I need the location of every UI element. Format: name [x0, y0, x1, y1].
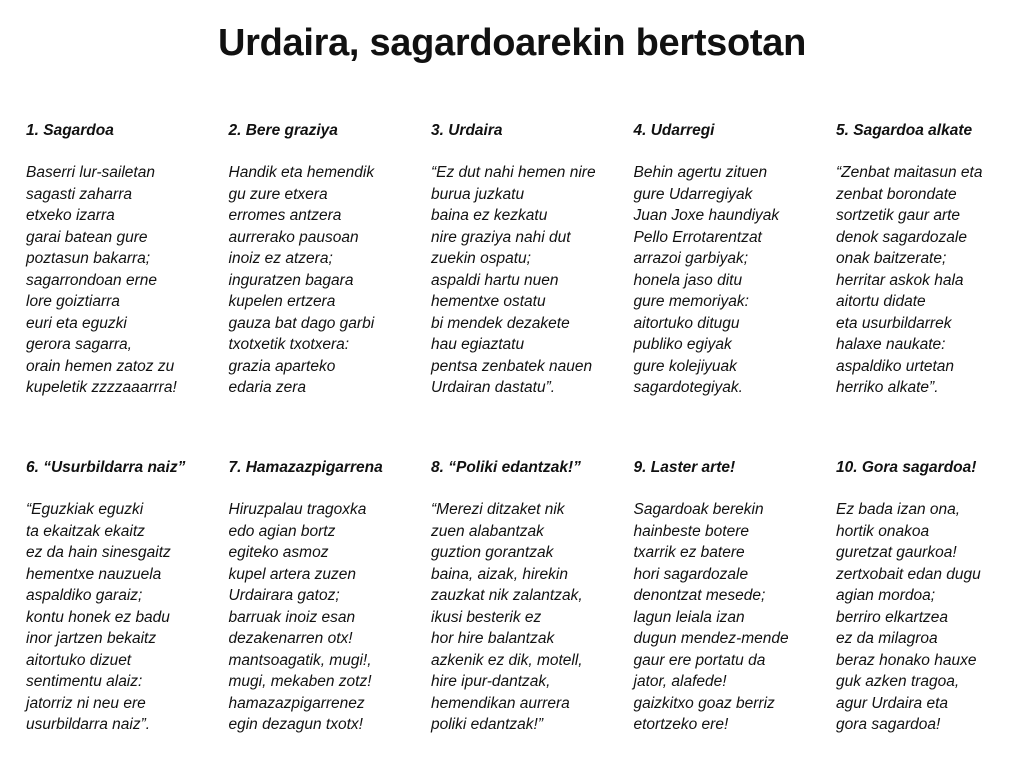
verse-title: 3. Urdaira — [431, 122, 503, 139]
verse-block — [634, 458, 837, 736]
verse-line: lore goiztiarra — [26, 293, 120, 310]
verse-line: hori sagardozale — [633, 565, 749, 583]
verse-line: poliki edantzak!” — [431, 716, 544, 733]
verse-lines — [229, 162, 432, 399]
verse-line: Baserri lur-sailetan — [26, 164, 155, 181]
verse-line: dezakenarren otx! — [228, 630, 353, 647]
verse-line: usurbildarra naiz”. — [26, 716, 151, 733]
verse-line: edaria zera — [228, 379, 307, 396]
verse-line: hainbeste botere — [633, 522, 749, 540]
verse-block — [836, 458, 1024, 736]
verse-line: kontu honek ez badu — [26, 608, 170, 626]
verse-line: gaizkitxo goaz berriz — [633, 694, 775, 712]
verse-line: bi mendek dezakete — [431, 314, 570, 332]
verse-line: barruak inoiz esan — [228, 608, 356, 626]
verse-line: ez da milagroa — [836, 630, 938, 647]
verse-line: txotxetik txotxera: — [228, 336, 350, 353]
verse-line: arrazoi garbiyak; — [633, 250, 749, 267]
verse-line: denontzat mesede; — [633, 587, 766, 604]
verse-line: edo agian bortz — [228, 522, 336, 540]
verse-line: onak baitzerate; — [836, 250, 947, 267]
verse-line: hor hire balantzak — [431, 630, 555, 647]
verse-line: hau egiaztatu — [431, 336, 525, 353]
verse-line: inguratzen bagara — [228, 271, 354, 289]
verse-line: Behin agertu zituen — [633, 164, 768, 181]
verse-line: aitortuko ditugu — [633, 314, 740, 332]
verse-line: kupel artera zuzen — [228, 565, 357, 583]
verse-title: 1. Sagardoa — [26, 122, 114, 139]
verse-line: sentimentu alaiz: — [26, 673, 143, 690]
verse-line: ikusi besterik ez — [431, 608, 542, 626]
verse-line: denok sagardozale — [836, 228, 967, 246]
verse-line: kupelen ertzera — [228, 293, 336, 310]
verse-line: lagun leiala izan — [633, 608, 745, 626]
verse-line: Handik eta hemendik — [228, 164, 375, 181]
verse-lines — [431, 162, 634, 399]
verse-line: “Zenbat maitasun eta — [836, 164, 983, 181]
verse-lines — [431, 499, 634, 736]
verse-line: gauza bat dago garbi — [228, 314, 375, 332]
verse-line: hamazazpigarrenez — [228, 694, 365, 712]
verse-block — [229, 458, 432, 736]
verse-line: baina ez kezkatu — [431, 207, 548, 224]
verse-line: Juan Joxe haundiyak — [633, 207, 780, 224]
verse-line: “Eguzkiak eguzki — [26, 501, 144, 518]
verse-title: 8. “Poliki edantzak!” — [431, 459, 581, 476]
verse-line: hementxe nauzuela — [26, 565, 162, 583]
verse-line: kupeletik zzzzaaarrra! — [26, 379, 177, 396]
verse-block — [26, 121, 229, 399]
verse-line: Pello Errotarentzat — [633, 228, 762, 246]
verse-line: agian mordoa; — [836, 587, 936, 604]
verse-line: guretzat gaurkoa! — [836, 544, 957, 561]
verse-line: sagasti zaharra — [26, 185, 132, 203]
verse-line: Hiruzpalau tragoxka — [228, 501, 367, 518]
verse-row-1 — [26, 121, 1016, 399]
verse-line: etxeko izarra — [26, 207, 115, 224]
verse-line: publiko egiyak — [633, 336, 732, 353]
verse-block — [229, 121, 432, 399]
verse-line: inoiz ez atzera; — [228, 250, 333, 267]
verse-line: aitortuko dizuet — [26, 651, 132, 669]
verse-title: 2. Bere graziya — [228, 122, 338, 139]
verse-line: pentsa zenbatek nauen — [431, 357, 593, 375]
verse-line: mugi, mekaben zotz! — [228, 673, 372, 690]
verse-line: Urdairara gatoz; — [228, 587, 340, 604]
verse-line: gure memoriyak: — [633, 293, 749, 310]
verse-lines — [26, 499, 229, 736]
verse-line: aspaldi hartu nuen — [431, 271, 559, 289]
verse-title: 4. Udarregi — [633, 122, 715, 139]
verse-line: beraz honako hauxe — [836, 651, 977, 669]
verse-line: baina, aizak, hirekin — [431, 565, 568, 583]
verse-line: gure kolejiyuak — [633, 357, 737, 375]
verse-line: herritar askok hala — [836, 271, 964, 289]
verse-block — [26, 458, 229, 736]
verse-title: 7. Hamazazpigarrena — [228, 459, 383, 476]
verse-lines — [26, 162, 229, 399]
verse-line: hire ipur-dantzak, — [431, 673, 551, 690]
verse-line: zertxobait edan dugu — [836, 565, 981, 583]
verse-line: Ez bada izan ona, — [836, 501, 961, 518]
verse-block — [431, 121, 634, 399]
verse-lines — [634, 162, 837, 399]
verse-line: zauzkat nik zalantzak, — [431, 587, 583, 604]
verse-line: poztasun bakarra; — [26, 250, 151, 267]
verse-line: halaxe naukate: — [836, 336, 946, 353]
verse-line: gerora sagarra, — [26, 336, 132, 353]
verse-line: aitortu didate — [836, 293, 926, 310]
verse-line: zuekin ospatu; — [431, 250, 531, 267]
verse-line: agur Urdaira eta — [836, 694, 949, 712]
verse-line: guztion gorantzak — [431, 544, 554, 561]
verse-line: gu zure etxera — [228, 185, 328, 203]
verse-block — [634, 121, 837, 399]
verse-line: sagardotegiyak. — [633, 379, 743, 396]
verse-title: 6. “Usurbildarra naiz” — [26, 459, 186, 476]
verse-line: nire graziya nahi dut — [431, 228, 571, 246]
verse-line: “Ez dut nahi hemen nire — [431, 164, 596, 181]
verse-line: sortzetik gaur arte — [836, 207, 961, 224]
verse-line: “Merezi ditzaket nik — [431, 501, 565, 518]
verse-line: Sagardoak berekin — [633, 501, 764, 518]
verse-title: 9. Laster arte! — [633, 459, 736, 476]
verse-line: burua juzkatu — [431, 185, 525, 203]
verse-line: aurrerako pausoan — [228, 228, 359, 246]
verse-line: egin dezagun txotx! — [228, 716, 363, 733]
verse-line: gaur ere portatu da — [633, 651, 766, 669]
verse-line: zuen alabantzak — [431, 522, 544, 540]
verse-line: txarrik ez batere — [633, 544, 745, 561]
verse-title: 5. Sagardoa alkate — [836, 122, 973, 139]
verse-line: azkenik ez dik, motell, — [431, 651, 583, 669]
verse-line: euri eta eguzki — [26, 314, 127, 332]
verse-line: jatorriz ni neu ere — [26, 694, 146, 712]
verse-line: hementxe ostatu — [431, 293, 546, 310]
page-title: Urdaira, sagardoarekin bertsotan — [217, 22, 807, 64]
verse-line: grazia aparteko — [228, 357, 336, 375]
verse-lines — [836, 499, 1024, 736]
verse-line: ta ekaitzak ekaitz — [26, 522, 145, 540]
verse-lines — [229, 499, 432, 736]
verse-line: eta usurbildarrek — [836, 314, 952, 332]
verse-title: 10. Gora sagardoa! — [836, 459, 977, 476]
verse-line: aspaldiko urtetan — [836, 357, 955, 375]
verse-lines — [634, 499, 837, 736]
verse-line: garai batean gure — [26, 228, 148, 246]
verse-line: etortzeko ere! — [633, 716, 729, 733]
verse-block — [431, 458, 634, 736]
verse-line: hortik onakoa — [836, 522, 930, 540]
verse-line: berriro elkartzea — [836, 608, 948, 626]
verse-line: dugun mendez-mende — [633, 630, 789, 647]
verse-line: herriko alkate”. — [836, 379, 939, 396]
verse-line: zenbat borondate — [836, 185, 957, 203]
verse-line: inor jartzen bekaitz — [26, 630, 157, 647]
verse-line: ez da hain sinesgaitz — [26, 544, 171, 561]
verse-lines — [836, 162, 1024, 399]
verse-line: honela jaso ditu — [633, 271, 743, 289]
verse-line: erromes antzera — [228, 207, 342, 224]
verse-line: mantsoagatik, mugi!, — [228, 651, 372, 669]
verse-line: orain hemen zatoz zu — [26, 357, 175, 375]
verse-line: Urdairan dastatu”. — [431, 379, 556, 396]
verse-line: gure Udarregiyak — [633, 185, 753, 203]
verse-line: sagarrondoan erne — [26, 271, 157, 289]
verse-line: egiteko asmoz — [228, 544, 329, 561]
verse-block — [836, 121, 1024, 399]
verse-line: guk azken tragoa, — [836, 673, 960, 690]
verse-line: hemendikan aurrera — [431, 694, 570, 712]
verse-line: gora sagardoa! — [836, 716, 941, 733]
verse-line: aspaldiko garaiz; — [26, 587, 143, 604]
verse-line: jator, alafede! — [633, 673, 727, 690]
verse-row-2 — [26, 458, 1016, 736]
